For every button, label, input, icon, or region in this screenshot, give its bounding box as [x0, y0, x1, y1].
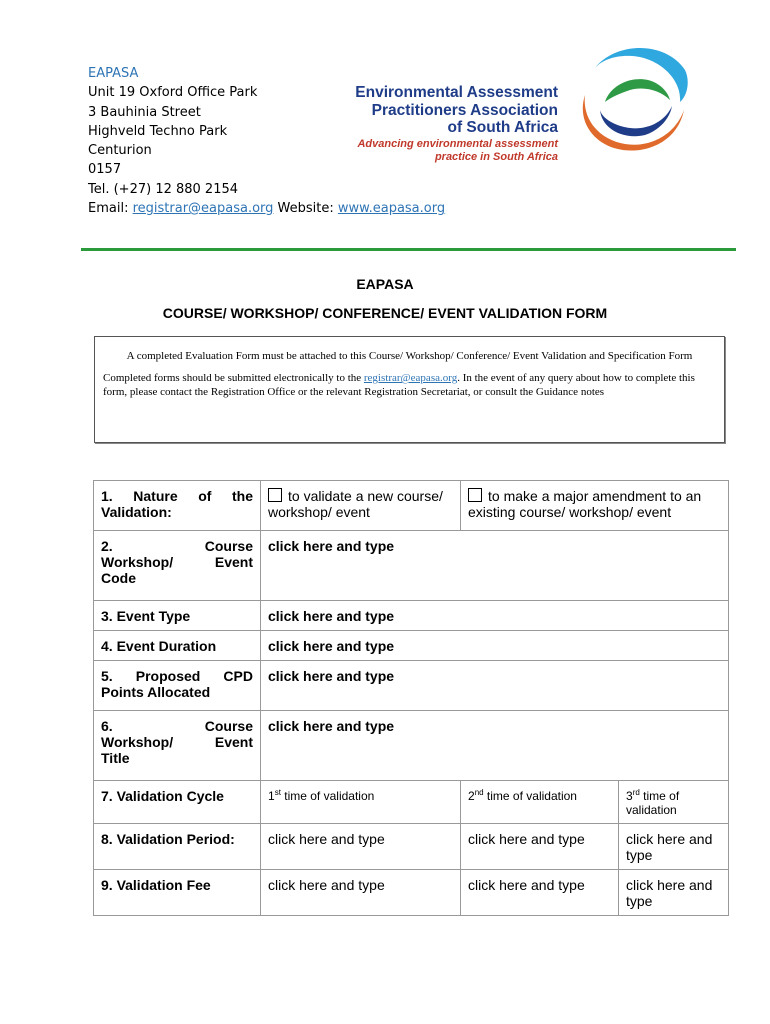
cycle-first[interactable]: 1st time of validation: [261, 781, 461, 824]
instruction-line: A completed Evaluation Form must be attached to this Course/ Workshop/ Conference/ Event Validation and Specification Form: [126, 350, 693, 362]
table-row: [94, 601, 729, 631]
contact-line: Email: registrar@eapasa.org Website: www.eapasa.org: [88, 201, 446, 217]
address-line: Highveld Techno Park: [88, 123, 228, 139]
table-row: [94, 531, 729, 601]
logo-swirl-icon: [540, 40, 690, 165]
table-row: [94, 481, 729, 531]
org-name: EAPASA: [88, 66, 139, 81]
option-new[interactable]: to validate a new course/ workshop/ event: [261, 481, 461, 531]
registrar-email-link[interactable]: registrar@eapasa.org: [363, 372, 458, 384]
duration-label: 4. Event Duration: [94, 631, 261, 661]
period-label: 8. Validation Period:: [94, 824, 261, 870]
email-link[interactable]: registrar@eapasa.org: [132, 201, 274, 217]
fee-input-2[interactable]: click here and type: [461, 870, 619, 916]
table-row: [94, 711, 729, 781]
fee-label: 9. Validation Fee: [94, 870, 261, 916]
code-label: 2. Course Workshop/ Event Code: [94, 531, 261, 601]
table-row: [94, 781, 729, 824]
address-line: 0157: [88, 162, 122, 178]
cpd-input[interactable]: click here and type: [261, 661, 729, 711]
fee-input-3[interactable]: click here and type: [619, 870, 729, 916]
address-line: Unit 19 Oxford Office Park: [88, 85, 258, 101]
website-link[interactable]: www.eapasa.org: [337, 201, 446, 217]
checkbox-amend[interactable]: [468, 488, 482, 502]
title-label: 6. Course Workshop/ Event Title: [94, 711, 261, 781]
instruction-line: Completed forms should be submitted electronically to the registrar@eapasa.org. In the event of any query about how to complete this form, please contact the Registration Office or the relevant Registration Secretariat, or consult the Guidance notes: [103, 372, 695, 398]
header-divider: [81, 248, 736, 251]
instructions-box: [94, 336, 725, 443]
nature-label: 1. Nature of the Validation:: [94, 481, 261, 531]
logo-text: Environmental Assessment Practitioners Association of South Africa: [355, 84, 558, 136]
logo-tagline: Advancing environmental assessment practice in South Africa: [357, 138, 558, 163]
address-line: 3 Bauhinia Street: [88, 104, 201, 120]
checkbox-new[interactable]: [268, 488, 282, 502]
option-amend[interactable]: to make a major amendment to an existing course/ workshop/ event: [461, 481, 729, 531]
fee-input-1[interactable]: click here and type: [261, 870, 461, 916]
table-row: [94, 661, 729, 711]
form-org-title: EAPASA: [356, 276, 414, 292]
telephone: Tel. (+27) 12 880 2154: [88, 181, 239, 197]
period-input-3[interactable]: click here and type: [619, 824, 729, 870]
title-input[interactable]: click here and type: [261, 711, 729, 781]
cycle-third[interactable]: 3rd time of validation: [619, 781, 729, 824]
table-row: [94, 870, 729, 916]
cycle-second[interactable]: 2nd time of validation: [461, 781, 619, 824]
period-input-1[interactable]: click here and type: [261, 824, 461, 870]
address-line: Centurion: [88, 143, 152, 159]
code-input[interactable]: click here and type: [261, 531, 729, 601]
table-row: [94, 824, 729, 870]
period-input-2[interactable]: click here and type: [461, 824, 619, 870]
form-title: COURSE/ WORKSHOP/ CONFERENCE/ EVENT VALIDATION FORM: [162, 305, 608, 321]
cycle-label: 7. Validation Cycle: [94, 781, 261, 824]
duration-input[interactable]: click here and type: [261, 631, 729, 661]
type-input[interactable]: click here and type: [261, 601, 729, 631]
validation-form-table: [93, 480, 729, 916]
table-row: [94, 631, 729, 661]
type-label: 3. Event Type: [94, 601, 261, 631]
cpd-label: 5. Proposed CPD Points Allocated: [94, 661, 261, 711]
